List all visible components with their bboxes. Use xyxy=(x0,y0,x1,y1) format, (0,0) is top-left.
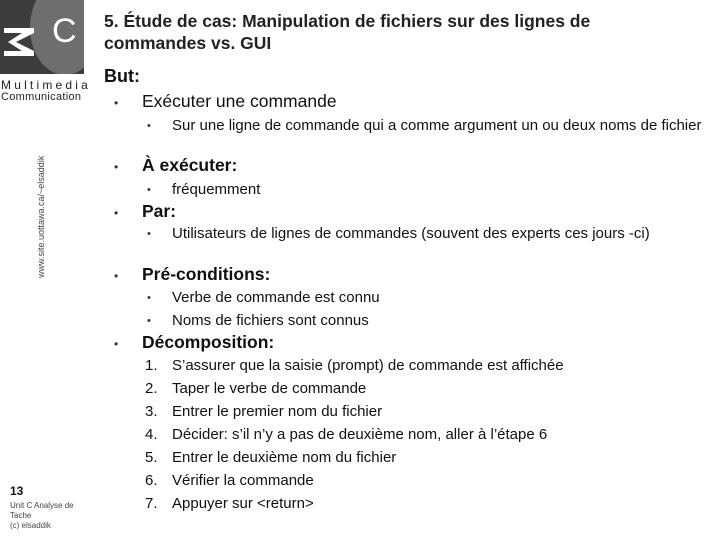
bullet-marker: • xyxy=(114,206,119,220)
step-text: Appuyer sur <return> xyxy=(172,495,314,512)
step-text: Entrer le premier nom du fichier xyxy=(172,403,383,420)
bullet-marker: • xyxy=(114,269,119,283)
footer-info xyxy=(10,501,90,531)
bullet-execute: Exécuter une commande xyxy=(142,91,337,111)
step-text: Taper le verbe de commande xyxy=(172,380,367,397)
bullet-decomposition: Décomposition: xyxy=(142,332,275,352)
step-text: S’assurer que la saisie (prompt) de commande est affichée xyxy=(172,357,564,374)
step-text: Vérifier la commande xyxy=(172,472,314,489)
step-text: Entrer le deuxième nom du fichier xyxy=(172,449,397,466)
step-text: Décider: s’il n’y a pas de deuxième nom, aller à l’étape 6 xyxy=(172,426,548,443)
sub-bullet-marker: • xyxy=(147,120,151,132)
step-number: 4. xyxy=(145,426,158,443)
sub-item-frequency: fréquemment xyxy=(172,181,261,198)
sub-item-execute: Sur une ligne de commande qui a comme argument un ou deux noms de fichier xyxy=(172,117,702,134)
sub-bullet-marker: • xyxy=(147,292,151,304)
sub-bullet-marker: • xyxy=(147,315,151,327)
step-number: 1. xyxy=(145,357,158,374)
sub-bullet-marker: • xyxy=(147,228,151,240)
precondition-item: Verbe de commande est connu xyxy=(172,289,380,306)
slide-title: 5. Étude de cas: Manipulation de fichiers sur des lignes de commandes vs. GUI xyxy=(104,11,591,53)
sidebar-url: www.site.uottawa.ca/~elsaddik xyxy=(36,155,46,278)
logo xyxy=(0,0,84,74)
goal-heading: But: xyxy=(104,66,140,86)
bullet-marker: • xyxy=(114,96,119,110)
logo-mark-icon xyxy=(2,26,38,58)
logo-word-communication: Communication xyxy=(1,91,82,103)
bullet-preconditions: Pré-conditions: xyxy=(142,264,271,284)
sub-bullet-marker: • xyxy=(147,184,151,196)
bullet-marker: • xyxy=(114,160,119,174)
step-number: 6. xyxy=(145,472,158,489)
step-number: 3. xyxy=(145,403,158,420)
bullet-to-execute: À exécuter: xyxy=(142,155,238,175)
footer-course: Unit C Analyse de Tache xyxy=(10,501,74,520)
bullet-by: Par: xyxy=(142,201,177,221)
precondition-item: Noms de fichiers sont connus xyxy=(172,312,369,329)
logo-letter: C xyxy=(52,12,77,50)
bullet-marker: • xyxy=(114,337,119,351)
footer-credit: (c) elsaddik xyxy=(10,521,51,530)
step-number: 2. xyxy=(145,380,158,397)
sub-item-by: Utilisateurs de lignes de commandes (souvent des experts ces jours -ci) xyxy=(172,225,650,242)
step-number: 7. xyxy=(145,495,158,512)
step-number: 5. xyxy=(145,449,158,466)
logo-word-multimedia: Multimedia xyxy=(1,78,92,92)
page-number: 13 xyxy=(10,484,24,498)
